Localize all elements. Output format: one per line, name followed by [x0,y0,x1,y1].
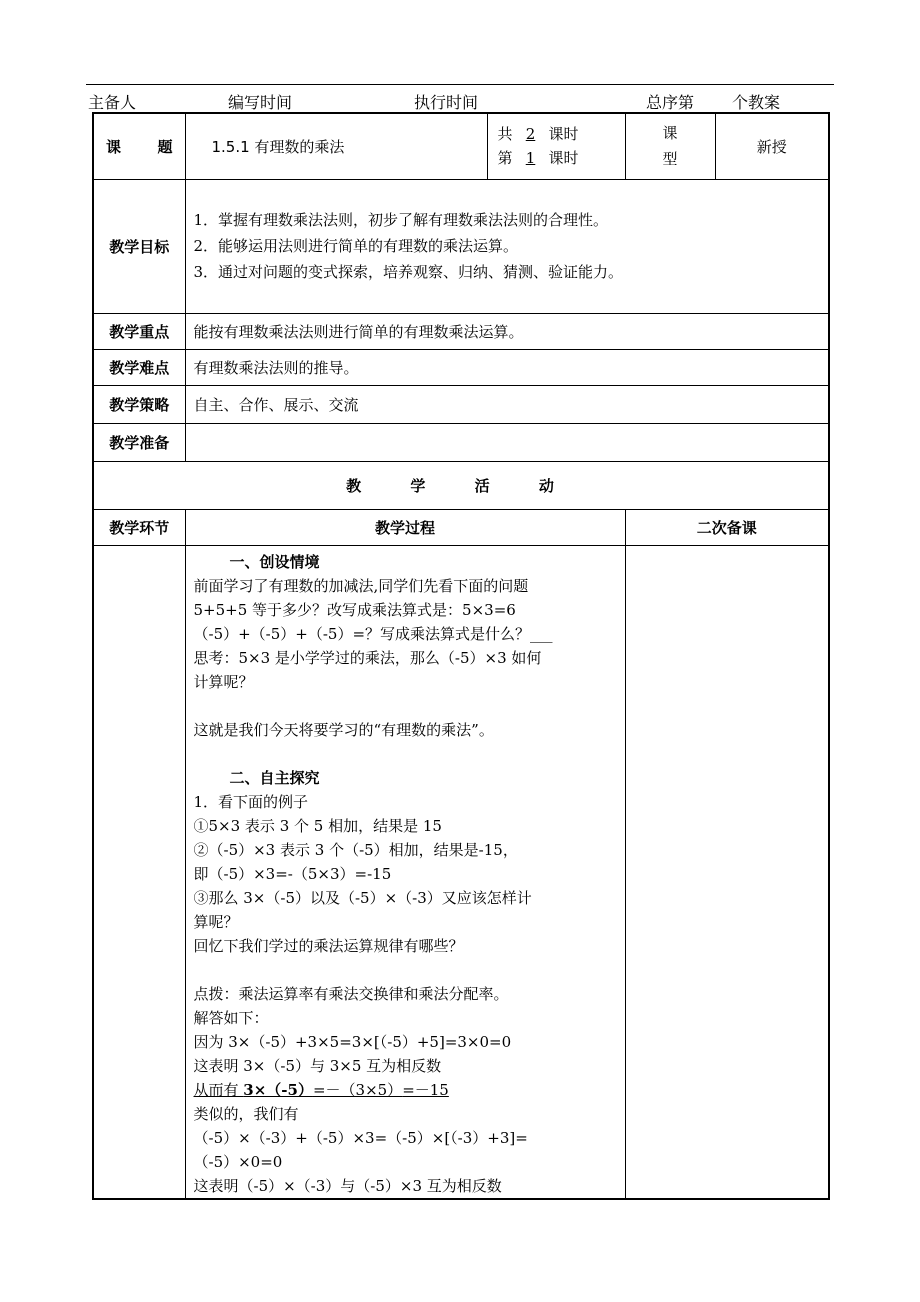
process-line: 因为 3×（-5）+3×5=3×[（-5）+5]=3×0=0 [193,1032,512,1051]
spacer [194,958,619,982]
goal-item: 2．能够运用法则进行简单的有理数的乘法运算。 [193,237,519,255]
process-line: 1．看下面的例子 [193,792,309,811]
strategy-row [93,385,829,423]
topic-label-b: 题 [157,137,173,156]
difficulty-row [93,349,829,385]
activity-row [93,461,829,509]
header-serial: 总序第 [646,93,695,112]
topic-label-a: 课 [106,137,122,156]
session-count-cell [487,113,625,179]
prep-row [93,423,829,461]
total-suffix: 课时 [548,125,579,144]
conclusion-expr: 3×（-5） [243,1080,313,1099]
goal-item: 1．掌握有理数乘法法则，初步了解有理数乘法法则的合理性。 [193,211,609,229]
section-heading: 一、创设情境 [229,552,320,571]
topic-label-cell [93,113,185,179]
section-heading: 二、自主探究 [229,768,320,787]
process-line: 这表明（-5）×（-3）与（-5）×3 互为相反数 [193,1176,502,1195]
stage-cell [93,545,185,1199]
process-line: （-5）+（-5）+（-5）=？写成乘法算式是什么？___ [193,624,553,643]
prep-text [185,423,829,461]
header-rule [86,84,834,85]
type-label-b: 型 [662,150,678,169]
difficulty-text: 有理数乘法法则的推导。 [185,349,829,385]
strategy-text: 自主、合作、展示、交流 [185,385,829,423]
process-line: 解答如下： [193,1008,269,1027]
spacer [194,742,619,766]
header-exec-time: 执行时间 [414,93,479,112]
process-line: ①5×3 表示 3 个 5 相加，结果是 15 [193,816,442,835]
conclusion-mid: =－（3×5） [312,1080,403,1099]
col-process: 教学过程 [185,509,625,545]
conclusion-prefix: 从而有 [193,1080,244,1099]
nth-suffix: 课时 [548,149,579,168]
process-line: 类似的，我们有 [193,1104,299,1123]
process-line: 思考：5×3 是小学学过的乘法，那么（-5）×3 如何 [193,648,542,667]
process-line: （-5）×（-3）+（-5）×3=（-5）×[（-3）+3]= [193,1128,528,1147]
total-sessions: 2 [525,125,536,144]
process-line-conclusion [194,1078,619,1102]
second-prep-cell [625,545,829,1199]
lesson-title: 1.5.1 有理数的乘法 [185,113,487,179]
col-stage: 教学环节 [93,509,185,545]
process-line: 前面学习了有理数的加减法,同学们先看下面的问题 [193,576,529,595]
spacer [194,694,619,718]
key-point-text: 能按有理数乘法法则进行简单的有理数乘法运算。 [185,313,829,349]
conclusion-result: =－15 [402,1080,449,1099]
key-point-row [93,313,829,349]
process-line: 回忆下我们学过的乘法运算规律有哪些？ [193,936,464,955]
process-line: 算呢？ [193,912,239,931]
nth-prefix: 第 [497,149,513,168]
process-line: 点拨：乘法运算率有乘法交换律和乘法分配率。 [193,984,509,1003]
total-prefix: 共 [497,125,513,144]
column-header-row [93,509,829,545]
content-row [93,545,829,1199]
process-line: 这就是我们今天将要学习的“有理数的乘法”。 [193,720,494,739]
process-line: 计算呢？ [193,672,254,691]
activity-title: 教 学 活 动 [93,461,829,509]
strategy-label: 教学策略 [93,385,185,423]
process-content [185,545,625,1199]
process-line: （-5）×0=0 [193,1152,283,1171]
lesson-plan-table [92,112,830,1200]
type-value: 新授 [715,113,829,179]
goals-label: 教学目标 [93,179,185,313]
process-line: ③那么 3×（-5）以及（-5）×（-3）又应该怎样计 [193,888,532,907]
type-label-a: 课 [662,124,678,143]
header-preparer: 主备人 [88,93,137,112]
goals-row [93,179,829,313]
col-second-prep: 二次备课 [625,509,829,545]
goals-list [185,179,829,313]
key-point-label: 教学重点 [93,313,185,349]
goal-item: 3．通过对问题的变式探索，培养观察、归纳、猜测、验证能力。 [193,263,624,281]
header-write-time: 编写时间 [228,93,293,112]
process-line: 5+5+5 等于多少？改写成乘法算式是：5×3=6 [193,600,516,619]
process-line: ②（-5）×3 表示 3 个（-5）相加，结果是-15， [193,840,518,859]
prep-label: 教学准备 [93,423,185,461]
type-label-cell [625,113,715,179]
header-lesson-plan: 个教案 [732,93,781,112]
process-line: 即（-5）×3=-（5×3）=-15 [193,864,392,883]
topic-row [93,113,829,179]
process-line: 这表明 3×（-5）与 3×5 互为相反数 [193,1056,442,1075]
difficulty-label: 教学难点 [93,349,185,385]
current-session: 1 [525,149,536,168]
